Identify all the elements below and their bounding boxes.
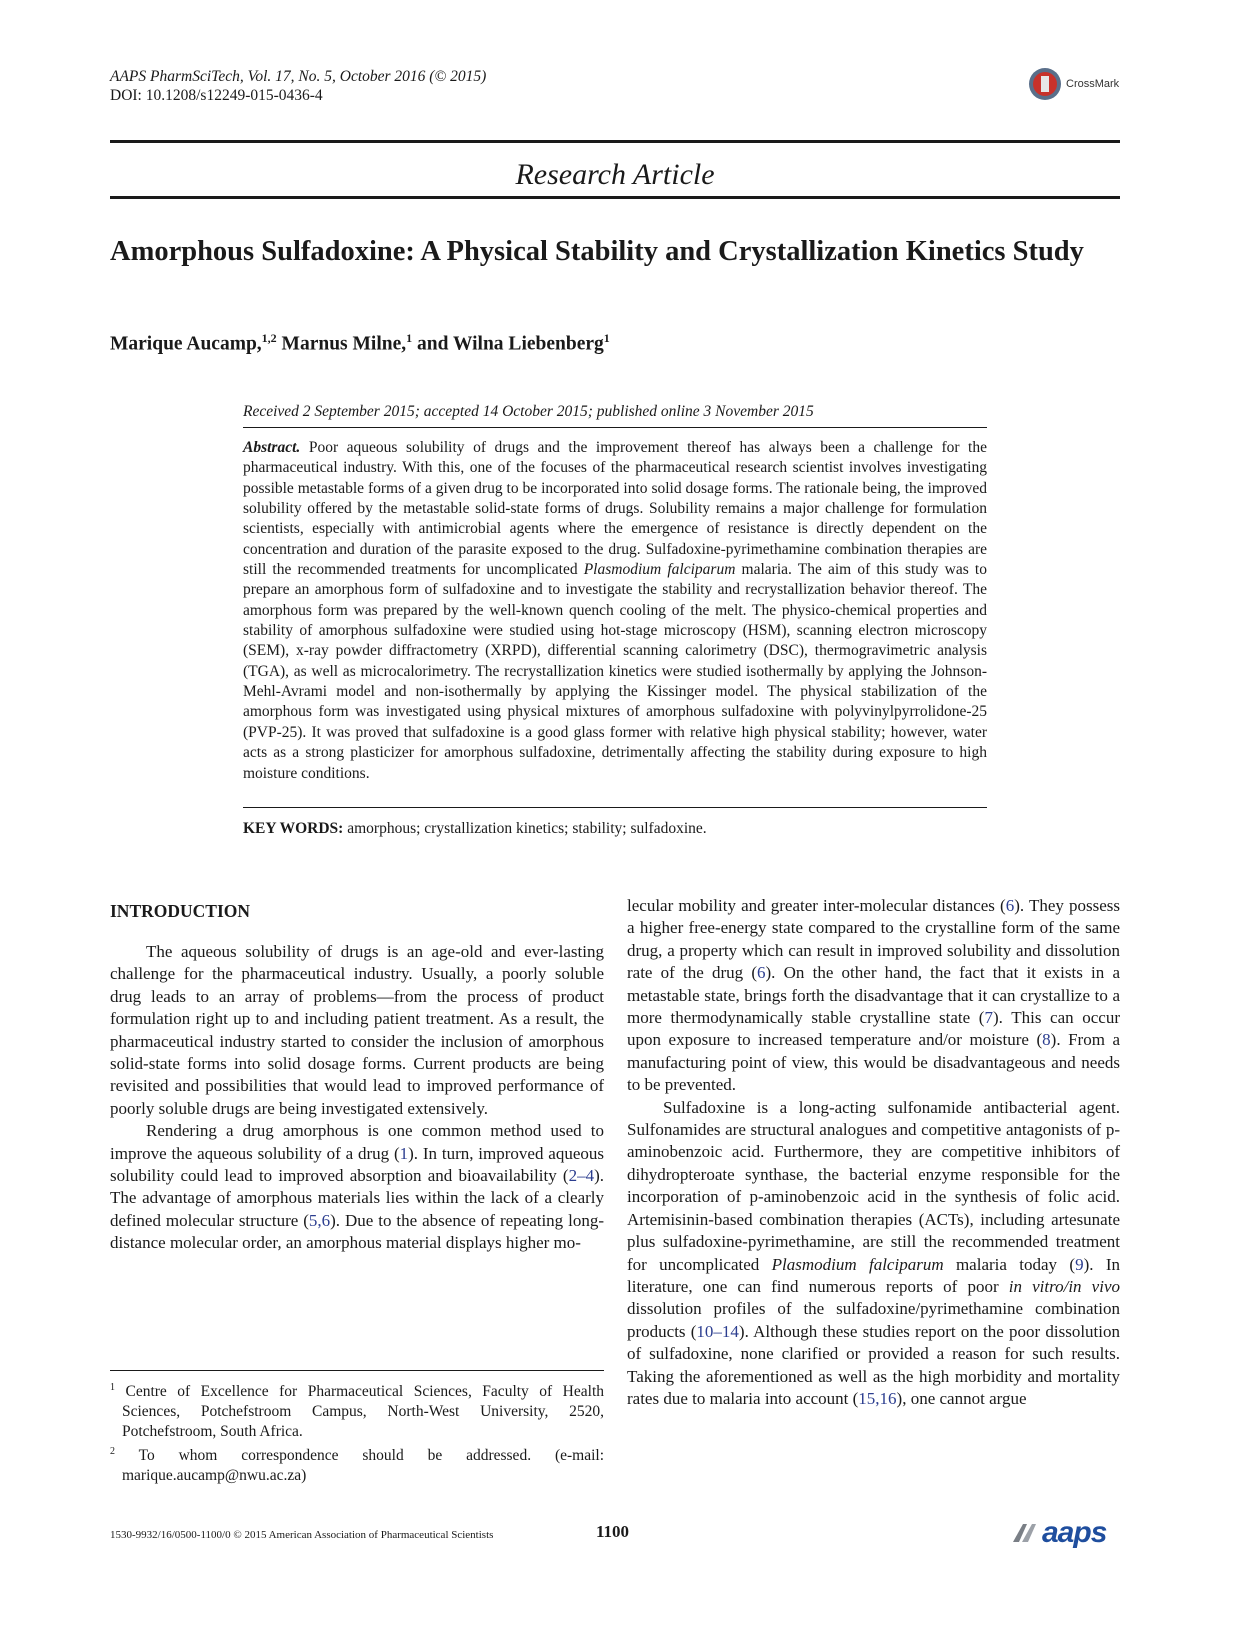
left-column [110, 941, 604, 1255]
species-name: Plasmodium falciparum [771, 1254, 944, 1274]
abstract-species: Plasmodium falciparum [583, 561, 736, 579]
keywords-label: KEY WORDS: [243, 820, 344, 837]
paragraph-text: Rendering a drug amorphous is one common method used to improve the aqueous solubility of a drug ( [110, 1121, 604, 1163]
citation-link[interactable]: 1 [399, 1143, 409, 1163]
aaps-swoosh-icon [1010, 1520, 1040, 1546]
section-label: Research Article [515, 158, 715, 191]
citation-link[interactable]: 10–14 [696, 1321, 739, 1341]
abstract-text: Poor aqueous solubility of drugs and the improvement thereof has always been a challenge for the pharmaceutical industry. With this, one of the focuses of the pharmaceutical research scientist involves investigating possible metastable forms of a given drug to be incorporated into solid dosage forms. The rationale being, the improved solubility offered by the metastable solid-state forms of drugs. Solubility remains a major challenge for formulation scientists, especially with antimicrobial agents where the emergence of resistance is directly dependent on the concentration and duration of the parasite exposed to the drug. Sulfadoxine-pyrimethamine combination therapies are still the recommended treatments for uncomplicated [243, 439, 987, 579]
footnote-correspondence [110, 1442, 604, 1486]
footnotes [110, 1378, 604, 1486]
journal-citation [110, 67, 486, 105]
header-rule-bottom [110, 196, 1120, 199]
paragraph-text: ). In literature, one can find numerous reports of poor [627, 1254, 1120, 1296]
copyright-line: 1530-9932/16/0500-1100/0 © 2015 American Association of Pharmaceutical Scientists [110, 1529, 494, 1541]
aaps-logo-text: aaps [1042, 1516, 1107, 1549]
paragraph-text: ). Due to the absence of repeating long-distance molecular order, an amorphous material displays higher mo- [110, 1210, 605, 1253]
footnote-mark: 2 [110, 1446, 115, 1458]
article-title: Amorphous Sulfadoxine: A Physical Stability and Crystallization Kinetics Study [110, 236, 1084, 267]
footnote-affiliation [110, 1378, 604, 1442]
header-rule-top [110, 140, 1120, 143]
paragraph-text: lecular mobility and greater inter-molecular distances ( [627, 896, 1006, 915]
paragraph-text: ). From a manufacturing point of view, this would be disadvantageous and needs to be prevented. [627, 1030, 1121, 1095]
crossmark-icon [1028, 67, 1062, 101]
paragraph [110, 1120, 604, 1254]
keywords [243, 820, 707, 838]
right-column [627, 895, 1120, 1410]
abstract-rule-bottom [243, 807, 987, 808]
citation-link[interactable]: 2–4 [568, 1166, 595, 1186]
citation-link[interactable]: 9 [1075, 1254, 1084, 1274]
paragraph-text: ). Although these studies report on the poor dissolution of sulfadoxine, none clarified or provided a reason for such results. Taking the aforementioned as well as the high morbidity and mortality rates due to malaria into account ( [627, 1321, 1120, 1408]
author-name: and Wilna Liebenberg [412, 333, 604, 355]
introduction-heading: INTRODUCTION [110, 901, 251, 921]
abstract-text: malaria. The aim of this study was to prepare an amorphous form of sulfadoxine and to investigate the stability and recrystallization behavior thereof. The amorphous form was prepared by the well-known quench cooling of the melt. The physico-chemical properties and stability of amorphous sulfadoxine were studied using hot-stage microscopy (HSM), scanning electron microscopy (SEM), x-ray powder diffractometry (XRPD), differential scanning calorimetry (DSC), thermogravimetric analysis (TGA), as well as microcalorimetry. The recrystallization kinetics were studied isothermally by applying the Johnson-Mehl-Avrami model and non-isothermally by applying the Kissinger model. The physical stabilization of the amorphous form was investigated using physical mixtures of amorphous sulfadoxine with polyvinylpyrrolidone-25 (PVP-25). It was proved that sulfadoxine is a good glass former with relative high physical stability; however, water acts as a strong plasticizer for amorphous sulfadoxine, detrimentally affecting the stability during exposure to high moisture conditions. [243, 561, 987, 782]
abstract [243, 438, 987, 784]
citation-link[interactable]: 7 [984, 1008, 993, 1028]
author-name: Marnus Milne, [276, 333, 407, 355]
paragraph-text: ), one cannot argue [896, 1388, 1027, 1408]
footnote-text[interactable]: To whom correspondence should be addressed. (e-mail: marique.aucamp@nwu.ac.za) [115, 1447, 604, 1485]
paragraph-text: Sulfadoxine is a long-acting sulfonamide antibacterial agent. Sulfonamides are structural analogues and competitive antagonists of p-aminobenzoic acid. Furthermore, they are competitive inhibitors of dihydropteroate synthase, the bacterial enzyme responsible for the incorporation of p-aminobenzoic acid in the synthesis of folic acid. Artemisinin-based combination therapies (ACTs), including artesunate plus sulfadoxine-pyrimethamine, are still the recommended treatment for uncomplicated [627, 1097, 1120, 1274]
aaps-logo [1010, 1516, 1106, 1550]
footnote-rule [110, 1370, 604, 1371]
footnote-text: Centre of Excellence for Pharmaceutical Sciences, Faculty of Health Sciences, Potchefstroom Campus, North-West University, 2520, Potchefstroom, South Africa. [115, 1383, 604, 1441]
paragraph-text: ). They possess a higher free-energy state compared to the crystalline form of the same drug, a property which can result in improved solubility and dissolution rate of the drug ( [627, 896, 1120, 983]
paragraph: The aqueous solubility of drugs is an age-old and ever-lasting challenge for the pharmaceutical industry. Usually, a poorly soluble drug leads to an array of problems—from the process of product formulation right up to and including patient treatment. As a result, the pharmaceutical industry started to consider the inclusion of amorphous solid-state forms into solid dosage forms. Current products are being revisited and possibilities that would lead to improved performance of poorly soluble drugs are being investigated extensively. [110, 942, 604, 1118]
abstract-label: Abstract. [243, 439, 301, 456]
crossmark-badge[interactable] [1028, 64, 1128, 104]
abstract-rule-top [243, 427, 987, 428]
page-number: 1100 [596, 1522, 630, 1541]
citation-link[interactable]: 5,6 [308, 1210, 331, 1230]
received-dates: Received 2 September 2015; accepted 14 October 2015; published online 3 November 2015 [243, 403, 814, 420]
doi[interactable]: DOI: 10.1208/s12249-015-0436-4 [110, 87, 323, 104]
italic-term: in vitro/in vivo [1008, 1276, 1120, 1296]
author-name: Marique Aucamp, [110, 333, 262, 355]
journal-line: AAPS PharmSciTech, Vol. 17, No. 5, October 2016 (© 2015) [110, 68, 487, 85]
paragraph [627, 1097, 1120, 1411]
paragraph-text: dissolution profiles of the sulfadoxine/pyrimethamine combination products ( [627, 1299, 1120, 1341]
author-affiliation-mark: 1,2 [261, 331, 277, 345]
crossmark-label: CrossMark [1066, 78, 1120, 90]
citation-link[interactable]: 15,16 [858, 1388, 897, 1408]
paragraph-text: ). This can occur upon exposure to increased temperature and/or moisture ( [627, 1008, 1121, 1050]
paragraph [627, 895, 1120, 1097]
citation-link[interactable]: 6 [757, 963, 766, 983]
citation-link[interactable]: 8 [1042, 1030, 1051, 1050]
paragraph-text: ). On the other hand, the fact that it exists in a metastable state, brings forth the disadvantage that it can crystallize to a more thermodynamically stable crystalline state ( [627, 963, 1121, 1028]
paragraph-text: malaria today ( [943, 1254, 1076, 1274]
author-affiliation-mark: 1 [406, 331, 413, 345]
citation-link[interactable]: 6 [1005, 896, 1015, 915]
footnote-mark: 1 [110, 1382, 115, 1393]
paragraph-text: ). The advantage of amorphous materials lies within the lack of a clearly defined molecular structure ( [110, 1166, 604, 1230]
keywords-text: amorphous; crystallization kinetics; stability; sulfadoxine. [343, 820, 707, 837]
paragraph-text: ). In turn, improved aqueous solubility could lead to improved absorption and bioavailability ( [110, 1143, 604, 1186]
author-affiliation-mark: 1 [603, 331, 610, 345]
author-list [110, 331, 610, 356]
